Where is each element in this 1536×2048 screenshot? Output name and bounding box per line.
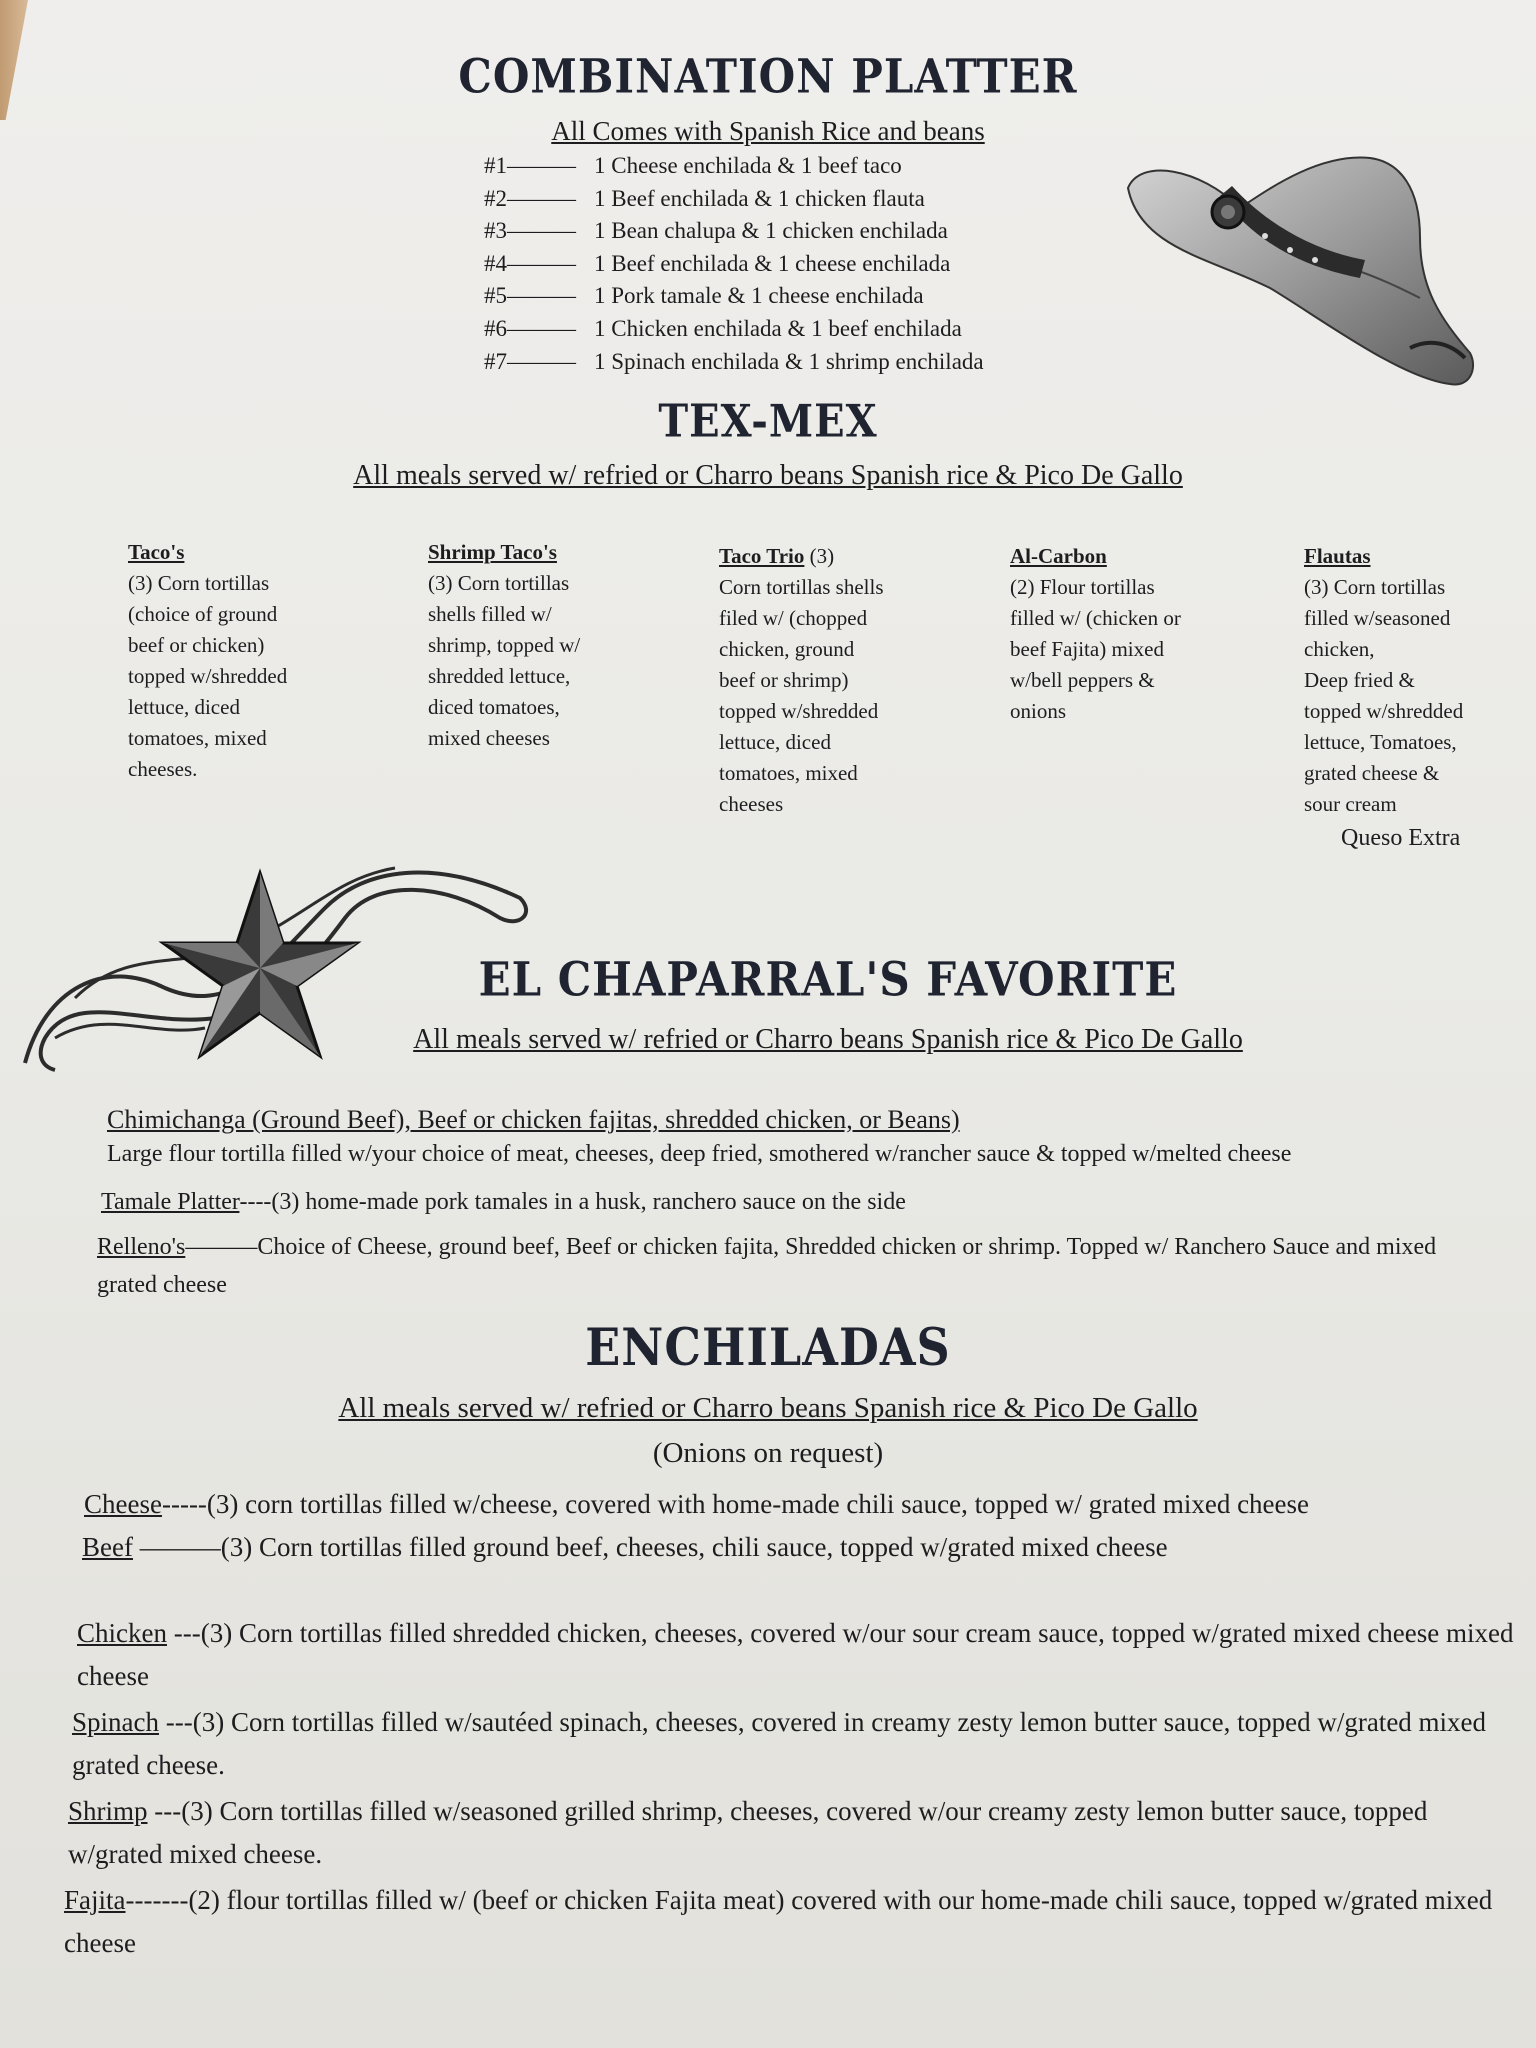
relleno-name: Relleno's bbox=[97, 1234, 186, 1260]
enchilada-name: Shrimp bbox=[68, 1796, 148, 1826]
texmex-item-tacos bbox=[128, 537, 287, 785]
enchilada-name: Fajita bbox=[64, 1885, 126, 1915]
enchiladas-subtitle: All meals served w/ refried or Charro beans Spanish rice & Pico De Gallo bbox=[338, 1392, 1198, 1424]
combo-text: 1 Pork tamale & 1 cheese enchilada bbox=[594, 283, 924, 309]
enchilada-desc: -------(2) flour tortillas filled w/ (beef or chicken Fajita meat) covered with our home-made chili sauce, topped w/grated mixed cheese bbox=[64, 1885, 1493, 1958]
tamale-platter-item bbox=[101, 1185, 1501, 1219]
combo-number: #5——— bbox=[484, 283, 576, 309]
item-desc: Corn tortillas shells filed w/ (chopped chicken, ground beef or shrimp) topped w/shredded lettuce, diced tomatoes, mixed cheeses bbox=[719, 575, 884, 816]
tamale-platter-desc: ----(3) home-made pork tamales in a husk, ranchero sauce on the side bbox=[239, 1189, 906, 1215]
combo-item bbox=[484, 215, 984, 248]
item-title: Flautas bbox=[1304, 544, 1371, 568]
item-title: Taco Trio bbox=[719, 544, 805, 568]
combo-item bbox=[484, 183, 984, 216]
combo-item bbox=[484, 346, 984, 379]
combo-text: 1 Beef enchilada & 1 chicken flauta bbox=[594, 185, 925, 211]
favorite-subtitle: All meals served w/ refried or Charro beans Spanish rice & Pico De Gallo bbox=[413, 1024, 1243, 1055]
chimichanga-desc: Large flour tortilla filled w/your choice of meat, cheeses, deep fried, smothered w/rancher sauce & topped w/melted cheese bbox=[107, 1141, 1292, 1167]
tamale-platter-name: Tamale Platter bbox=[101, 1189, 240, 1215]
texmex-item-taco-trio: Taco Trio (3) Corn tortillas shells filed w/ (chopped chicken, ground beef or shrimp) topped w/shredded lettuce, diced tomatoes, mixed cheeses bbox=[719, 541, 884, 820]
relleno-desc: ———Choice of Cheese, ground beef, Beef or chicken fajita, Shredded chicken or shrimp. Topped w/ Ranchero Sauce and mixed grated cheese bbox=[97, 1234, 1437, 1298]
item-desc: (3) Corn tortillas filled w/seasoned chicken, Deep fried & topped w/shredded lettuce, Tomatoes, grated cheese & sour cream bbox=[1304, 575, 1464, 816]
enchilada-item-spinach bbox=[72, 1701, 1522, 1787]
enchilada-desc: ---(3) Corn tortillas filled w/seasoned grilled shrimp, cheeses, covered w/our creamy zesty lemon butter sauce, topped w/grated mixed cheese. bbox=[68, 1796, 1428, 1869]
queso-extra-note: Queso Extra bbox=[1341, 825, 1461, 851]
combo-text: 1 Chicken enchilada & 1 beef enchilada bbox=[594, 315, 962, 341]
enchilada-name: Chicken bbox=[77, 1618, 167, 1648]
item-title: Al-Carbon bbox=[1010, 544, 1107, 568]
texmex-item-shrimp-tacos bbox=[428, 537, 580, 754]
combo-text: 1 Beef enchilada & 1 cheese enchilada bbox=[594, 250, 951, 276]
chimichanga-title: Chimichanga (Ground Beef), Beef or chicken fajitas, shredded chicken, or Beans) bbox=[107, 1105, 960, 1134]
enchilada-name: Beef bbox=[82, 1532, 133, 1562]
combo-number: #1——— bbox=[484, 153, 576, 178]
combo-text: 1 Bean chalupa & 1 chicken enchilada bbox=[594, 218, 948, 244]
item-title: Taco's bbox=[128, 540, 185, 564]
combo-number: #3——— bbox=[484, 218, 576, 244]
combo-number: #2——— bbox=[484, 185, 576, 211]
combo-number: #6——— bbox=[484, 315, 576, 341]
onions-note: (Onions on request) bbox=[652, 1437, 884, 1469]
enchilada-desc: ---(3) Corn tortillas filled shredded chicken, cheeses, covered w/our sour cream sauce, topped w/grated mixed cheese mixed cheese bbox=[77, 1618, 1514, 1691]
texmex-subtitle: All meals served w/ refried or Charro beans Spanish rice & Pico De Gallo bbox=[353, 460, 1183, 491]
enchilada-item-fajita bbox=[64, 1879, 1524, 1965]
combo-item bbox=[484, 313, 984, 346]
enchilada-name: Spinach bbox=[72, 1707, 159, 1737]
favorite-title: EL CHAPARRAL'S FAVORITE bbox=[478, 952, 1178, 1007]
enchilada-item-cheese bbox=[84, 1483, 1524, 1526]
enchilada-desc: ———(3) Corn tortillas filled ground beef, cheeses, chili sauce, topped w/grated mixed cheese bbox=[132, 1532, 1168, 1562]
item-title: Shrimp Taco's bbox=[428, 540, 557, 564]
item-desc: (3) Corn tortillas shells filled w/ shrimp, topped w/ shredded lettuce, diced tomatoes, mixed cheeses bbox=[428, 571, 581, 750]
combination-list bbox=[484, 150, 984, 378]
item-desc: (2) Flour tortillas filled w/ (chicken or beef Fajita) mixed w/bell peppers & onions bbox=[1010, 575, 1181, 723]
enchilada-item-shrimp bbox=[68, 1790, 1518, 1876]
chimichanga-item bbox=[107, 1103, 1507, 1171]
enchilada-desc: ---(3) Corn tortillas filled w/sautéed spinach, cheeses, covered in creamy zesty lemon butter sauce, topped w/grated mixed grated cheese. bbox=[72, 1707, 1487, 1780]
enchilada-name: Cheese bbox=[84, 1489, 162, 1519]
texmex-item-al-carbon bbox=[1010, 541, 1181, 727]
cowboy-hat-icon bbox=[1120, 148, 1480, 408]
item-desc: (3) Corn tortillas (choice of ground beef or chicken) topped w/shredded lettuce, diced tomatoes, mixed cheeses. bbox=[128, 571, 288, 781]
combo-text: 1 Spinach enchilada & 1 shrimp enchilada bbox=[594, 348, 984, 374]
combo-number: #7——— bbox=[484, 348, 576, 374]
combo-number: #4——— bbox=[484, 250, 576, 276]
texmex-title: TEX-MEX bbox=[658, 395, 878, 448]
relleno-item bbox=[97, 1228, 1497, 1304]
combo-item bbox=[484, 150, 984, 183]
enchilada-item-beef bbox=[82, 1526, 1522, 1569]
combo-item bbox=[484, 248, 984, 281]
enchilada-desc: -----(3) corn tortillas filled w/cheese, covered with home-made chili sauce, topped w/ grated mixed cheese bbox=[161, 1489, 1310, 1519]
combo-text: 1 Cheese enchilada & 1 beef taco bbox=[594, 153, 902, 178]
texmex-item-flautas bbox=[1304, 541, 1463, 820]
enchiladas-title: ENCHILADAS bbox=[585, 1316, 951, 1378]
combination-title: COMBINATION PLATTER bbox=[458, 49, 1078, 104]
combo-item bbox=[484, 280, 984, 313]
enchilada-item-chicken bbox=[77, 1612, 1517, 1698]
combination-subtitle: All Comes with Spanish Rice and beans bbox=[551, 116, 985, 146]
